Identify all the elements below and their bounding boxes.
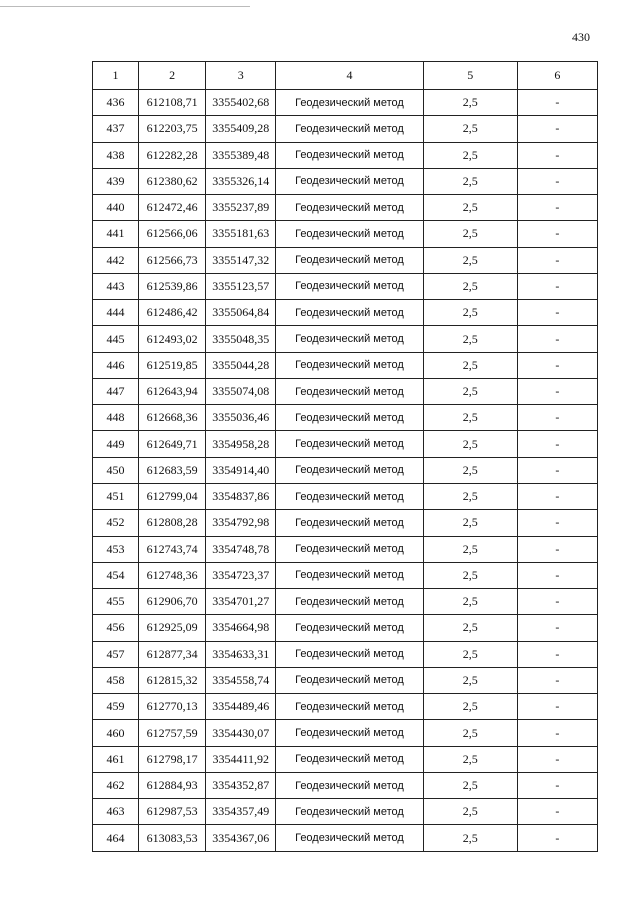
- x-coordinate-cell: 612748,36: [139, 562, 206, 588]
- table-row: [93, 431, 598, 457]
- x-coordinate-cell: 612566,06: [139, 221, 206, 247]
- description-cell: -: [517, 405, 597, 431]
- description-cell: -: [517, 221, 597, 247]
- description-cell: -: [517, 352, 597, 378]
- method-cell: Геодезический метод: [276, 457, 423, 483]
- method-cell: Геодезический метод: [276, 641, 423, 667]
- table-row: [93, 378, 598, 404]
- description-cell: -: [517, 431, 597, 457]
- table-row: [93, 352, 598, 378]
- accuracy-cell: 2,5: [423, 536, 517, 562]
- table-row: [93, 746, 598, 772]
- description-cell: -: [517, 326, 597, 352]
- table-row: [93, 694, 598, 720]
- point-number-cell: 451: [93, 483, 139, 509]
- accuracy-cell: 2,5: [423, 615, 517, 641]
- table-row: [93, 116, 598, 142]
- y-coordinate-cell: 3354792,98: [206, 510, 276, 536]
- y-coordinate-cell: 3354701,27: [206, 589, 276, 615]
- x-coordinate-cell: 612683,59: [139, 457, 206, 483]
- column-header: 5: [423, 62, 517, 90]
- x-coordinate-cell: 612486,42: [139, 300, 206, 326]
- x-coordinate-cell: 612472,46: [139, 195, 206, 221]
- description-cell: -: [517, 562, 597, 588]
- accuracy-cell: 2,5: [423, 142, 517, 168]
- table-row: [93, 221, 598, 247]
- point-number-cell: 442: [93, 247, 139, 273]
- point-number-cell: 449: [93, 431, 139, 457]
- point-number-cell: 450: [93, 457, 139, 483]
- y-coordinate-cell: 3355036,46: [206, 405, 276, 431]
- method-cell: Геодезический метод: [276, 589, 423, 615]
- point-number-cell: 447: [93, 378, 139, 404]
- description-cell: -: [517, 116, 597, 142]
- x-coordinate-cell: 612925,09: [139, 615, 206, 641]
- description-cell: -: [517, 195, 597, 221]
- x-coordinate-cell: 612203,75: [139, 116, 206, 142]
- x-coordinate-cell: 612539,86: [139, 273, 206, 299]
- method-cell: Геодезический метод: [276, 221, 423, 247]
- method-cell: Геодезический метод: [276, 431, 423, 457]
- description-cell: -: [517, 168, 597, 194]
- x-coordinate-cell: 612668,36: [139, 405, 206, 431]
- table-row: [93, 615, 598, 641]
- x-coordinate-cell: 612987,53: [139, 799, 206, 825]
- y-coordinate-cell: 3355044,28: [206, 352, 276, 378]
- y-coordinate-cell: 3355389,48: [206, 142, 276, 168]
- point-number-cell: 459: [93, 694, 139, 720]
- y-coordinate-cell: 3355147,32: [206, 247, 276, 273]
- x-coordinate-cell: 612649,71: [139, 431, 206, 457]
- y-coordinate-cell: 3354958,28: [206, 431, 276, 457]
- y-coordinate-cell: 3355074,08: [206, 378, 276, 404]
- table-row: [93, 300, 598, 326]
- y-coordinate-cell: 3354664,98: [206, 615, 276, 641]
- y-coordinate-cell: 3355402,68: [206, 90, 276, 116]
- method-cell: Геодезический метод: [276, 483, 423, 509]
- method-cell: Геодезический метод: [276, 142, 423, 168]
- y-coordinate-cell: 3354837,86: [206, 483, 276, 509]
- point-number-cell: 457: [93, 641, 139, 667]
- accuracy-cell: 2,5: [423, 195, 517, 221]
- y-coordinate-cell: 3354914,40: [206, 457, 276, 483]
- table-row: [93, 772, 598, 798]
- point-number-cell: 441: [93, 221, 139, 247]
- method-cell: Геодезический метод: [276, 746, 423, 772]
- description-cell: -: [517, 589, 597, 615]
- point-number-cell: 461: [93, 746, 139, 772]
- accuracy-cell: 2,5: [423, 799, 517, 825]
- accuracy-cell: 2,5: [423, 326, 517, 352]
- table-row: [93, 562, 598, 588]
- table-body: [93, 90, 598, 852]
- y-coordinate-cell: 3354411,92: [206, 746, 276, 772]
- point-number-cell: 448: [93, 405, 139, 431]
- method-cell: Геодезический метод: [276, 405, 423, 431]
- description-cell: -: [517, 142, 597, 168]
- method-cell: Геодезический метод: [276, 799, 423, 825]
- x-coordinate-cell: 612770,13: [139, 694, 206, 720]
- description-cell: -: [517, 772, 597, 798]
- x-coordinate-cell: 612566,73: [139, 247, 206, 273]
- y-coordinate-cell: 3355123,57: [206, 273, 276, 299]
- method-cell: Геодезический метод: [276, 510, 423, 536]
- point-number-cell: 438: [93, 142, 139, 168]
- accuracy-cell: 2,5: [423, 667, 517, 693]
- x-coordinate-cell: 612808,28: [139, 510, 206, 536]
- description-cell: -: [517, 457, 597, 483]
- table-row: [93, 326, 598, 352]
- point-number-cell: 443: [93, 273, 139, 299]
- description-cell: -: [517, 694, 597, 720]
- point-number-cell: 455: [93, 589, 139, 615]
- description-cell: -: [517, 483, 597, 509]
- description-cell: -: [517, 615, 597, 641]
- accuracy-cell: 2,5: [423, 457, 517, 483]
- method-cell: Геодезический метод: [276, 720, 423, 746]
- table-row: [93, 483, 598, 509]
- y-coordinate-cell: 3354489,46: [206, 694, 276, 720]
- accuracy-cell: 2,5: [423, 300, 517, 326]
- y-coordinate-cell: 3354748,78: [206, 536, 276, 562]
- method-cell: Геодезический метод: [276, 536, 423, 562]
- table-header-row: [93, 62, 598, 90]
- page-number: 430: [572, 30, 590, 44]
- y-coordinate-cell: 3354367,06: [206, 825, 276, 852]
- point-number-cell: 445: [93, 326, 139, 352]
- point-number-cell: 453: [93, 536, 139, 562]
- point-number-cell: 454: [93, 562, 139, 588]
- coordinates-table: [92, 61, 598, 852]
- y-coordinate-cell: 3354357,49: [206, 799, 276, 825]
- y-coordinate-cell: 3355237,89: [206, 195, 276, 221]
- table-row: [93, 510, 598, 536]
- method-cell: Геодезический метод: [276, 326, 423, 352]
- column-header: 4: [276, 62, 423, 90]
- table-row: [93, 825, 598, 852]
- point-number-cell: 446: [93, 352, 139, 378]
- x-coordinate-cell: 612757,59: [139, 720, 206, 746]
- accuracy-cell: 2,5: [423, 694, 517, 720]
- x-coordinate-cell: 612643,94: [139, 378, 206, 404]
- y-coordinate-cell: 3354633,31: [206, 641, 276, 667]
- accuracy-cell: 2,5: [423, 720, 517, 746]
- method-cell: Геодезический метод: [276, 694, 423, 720]
- table-row: [93, 247, 598, 273]
- x-coordinate-cell: 613083,53: [139, 825, 206, 852]
- method-cell: Геодезический метод: [276, 772, 423, 798]
- y-coordinate-cell: 3354352,87: [206, 772, 276, 798]
- x-coordinate-cell: 612380,62: [139, 168, 206, 194]
- table-row: [93, 168, 598, 194]
- table-row: [93, 142, 598, 168]
- point-number-cell: 440: [93, 195, 139, 221]
- point-number-cell: 436: [93, 90, 139, 116]
- x-coordinate-cell: 612108,71: [139, 90, 206, 116]
- accuracy-cell: 2,5: [423, 168, 517, 194]
- y-coordinate-cell: 3355409,28: [206, 116, 276, 142]
- accuracy-cell: 2,5: [423, 352, 517, 378]
- description-cell: -: [517, 825, 597, 852]
- method-cell: Геодезический метод: [276, 615, 423, 641]
- accuracy-cell: 2,5: [423, 116, 517, 142]
- description-cell: -: [517, 510, 597, 536]
- accuracy-cell: 2,5: [423, 483, 517, 509]
- x-coordinate-cell: 612884,93: [139, 772, 206, 798]
- table-row: [93, 641, 598, 667]
- method-cell: Геодезический метод: [276, 247, 423, 273]
- accuracy-cell: 2,5: [423, 221, 517, 247]
- x-coordinate-cell: 612798,17: [139, 746, 206, 772]
- accuracy-cell: 2,5: [423, 431, 517, 457]
- column-header: 2: [139, 62, 206, 90]
- description-cell: -: [517, 378, 597, 404]
- accuracy-cell: 2,5: [423, 247, 517, 273]
- y-coordinate-cell: 3355064,84: [206, 300, 276, 326]
- accuracy-cell: 2,5: [423, 90, 517, 116]
- x-coordinate-cell: 612815,32: [139, 667, 206, 693]
- method-cell: Геодезический метод: [276, 352, 423, 378]
- description-cell: -: [517, 720, 597, 746]
- table-row: [93, 90, 598, 116]
- table-row: [93, 799, 598, 825]
- table-row: [93, 457, 598, 483]
- method-cell: Геодезический метод: [276, 168, 423, 194]
- accuracy-cell: 2,5: [423, 589, 517, 615]
- table-row: [93, 536, 598, 562]
- point-number-cell: 437: [93, 116, 139, 142]
- method-cell: Геодезический метод: [276, 378, 423, 404]
- description-cell: -: [517, 799, 597, 825]
- y-coordinate-cell: 3355048,35: [206, 326, 276, 352]
- method-cell: Геодезический метод: [276, 195, 423, 221]
- column-header: 1: [93, 62, 139, 90]
- accuracy-cell: 2,5: [423, 273, 517, 299]
- description-cell: -: [517, 667, 597, 693]
- method-cell: Геодезический метод: [276, 667, 423, 693]
- description-cell: -: [517, 90, 597, 116]
- method-cell: Геодезический метод: [276, 90, 423, 116]
- table-row: [93, 273, 598, 299]
- x-coordinate-cell: 612877,34: [139, 641, 206, 667]
- y-coordinate-cell: 3354558,74: [206, 667, 276, 693]
- table-row: [93, 589, 598, 615]
- x-coordinate-cell: 612282,28: [139, 142, 206, 168]
- point-number-cell: 462: [93, 772, 139, 798]
- description-cell: -: [517, 746, 597, 772]
- accuracy-cell: 2,5: [423, 510, 517, 536]
- x-coordinate-cell: 612799,04: [139, 483, 206, 509]
- top-divider: [0, 6, 250, 7]
- accuracy-cell: 2,5: [423, 405, 517, 431]
- description-cell: -: [517, 536, 597, 562]
- accuracy-cell: 2,5: [423, 562, 517, 588]
- y-coordinate-cell: 3354723,37: [206, 562, 276, 588]
- accuracy-cell: 2,5: [423, 746, 517, 772]
- point-number-cell: 464: [93, 825, 139, 852]
- point-number-cell: 460: [93, 720, 139, 746]
- accuracy-cell: 2,5: [423, 825, 517, 852]
- point-number-cell: 444: [93, 300, 139, 326]
- method-cell: Геодезический метод: [276, 273, 423, 299]
- x-coordinate-cell: 612906,70: [139, 589, 206, 615]
- y-coordinate-cell: 3354430,07: [206, 720, 276, 746]
- x-coordinate-cell: 612743,74: [139, 536, 206, 562]
- description-cell: -: [517, 247, 597, 273]
- accuracy-cell: 2,5: [423, 772, 517, 798]
- accuracy-cell: 2,5: [423, 641, 517, 667]
- description-cell: -: [517, 641, 597, 667]
- point-number-cell: 458: [93, 667, 139, 693]
- description-cell: -: [517, 300, 597, 326]
- description-cell: -: [517, 273, 597, 299]
- table-row: [93, 720, 598, 746]
- column-header: 6: [517, 62, 597, 90]
- method-cell: Геодезический метод: [276, 300, 423, 326]
- method-cell: Геодезический метод: [276, 825, 423, 852]
- point-number-cell: 452: [93, 510, 139, 536]
- method-cell: Геодезический метод: [276, 116, 423, 142]
- y-coordinate-cell: 3355326,14: [206, 168, 276, 194]
- accuracy-cell: 2,5: [423, 378, 517, 404]
- point-number-cell: 439: [93, 168, 139, 194]
- column-header: 3: [206, 62, 276, 90]
- method-cell: Геодезический метод: [276, 562, 423, 588]
- table-row: [93, 195, 598, 221]
- table-row: [93, 405, 598, 431]
- x-coordinate-cell: 612519,85: [139, 352, 206, 378]
- y-coordinate-cell: 3355181,63: [206, 221, 276, 247]
- point-number-cell: 463: [93, 799, 139, 825]
- x-coordinate-cell: 612493,02: [139, 326, 206, 352]
- table-row: [93, 667, 598, 693]
- point-number-cell: 456: [93, 615, 139, 641]
